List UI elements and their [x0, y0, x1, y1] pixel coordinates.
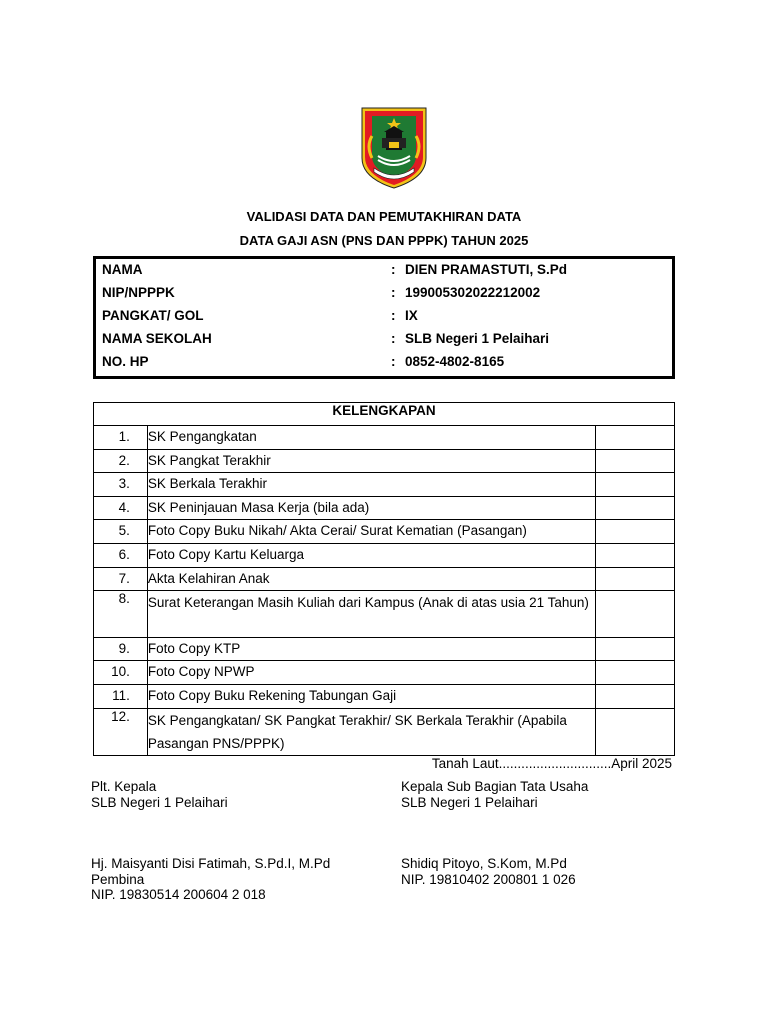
item-check-cell[interactable]	[596, 496, 675, 520]
kelengkapan-header: KELENGKAPAN	[94, 403, 675, 426]
signature-left-name-block	[91, 856, 330, 903]
item-number: 1.	[94, 426, 148, 450]
identity-box	[93, 256, 675, 379]
item-number: 12.	[94, 708, 148, 755]
identity-colon: :	[391, 354, 396, 369]
item-text: SK Pengangkatan/ SK Pangkat Terakhir/ SK Berkala Terakhir (Apabila Pasangan PNS/PPPK)	[147, 708, 595, 755]
identity-value: SLB Negeri 1 Pelaihari	[405, 331, 550, 346]
table-row	[94, 543, 675, 567]
table-row	[94, 426, 675, 450]
signature-right	[401, 779, 588, 810]
item-number: 7.	[94, 567, 148, 591]
identity-row-nama	[102, 262, 668, 282]
regency-emblem-logo	[360, 106, 428, 190]
item-text: Foto Copy NPWP	[147, 661, 595, 685]
item-number: 8.	[94, 591, 148, 638]
signer-nip: NIP. 19830514 200604 2 018	[91, 887, 266, 902]
item-number: 3.	[94, 473, 148, 497]
item-number: 9.	[94, 637, 148, 661]
identity-colon: :	[391, 331, 396, 346]
document-title: VALIDASI DATA DAN PEMUTAKHIRAN DATA	[246, 209, 522, 224]
signer-role: Plt. Kepala	[91, 779, 157, 794]
signature-right-name-block	[401, 856, 576, 887]
item-check-cell[interactable]	[596, 637, 675, 661]
identity-label: NAMA	[102, 262, 143, 277]
identity-colon: :	[391, 262, 396, 277]
signature-left	[91, 779, 228, 810]
identity-value: DIEN PRAMASTUTI, S.Pd	[405, 262, 568, 277]
item-number: 6.	[94, 543, 148, 567]
item-text: Foto Copy Kartu Keluarga	[147, 543, 595, 567]
signer-role: Kepala Sub Bagian Tata Usaha	[401, 779, 589, 794]
table-row	[94, 684, 675, 708]
signer-name: Shidiq Pitoyo, S.Kom, M.Pd	[401, 856, 567, 871]
table-row	[94, 520, 675, 544]
place-date: Tanah Laut..............................April 2025	[431, 756, 672, 771]
table-row	[94, 473, 675, 497]
item-text: SK Peninjauan Masa Kerja (bila ada)	[147, 496, 595, 520]
identity-row-sekolah	[102, 331, 668, 351]
kelengkapan-table	[93, 402, 675, 756]
item-check-cell[interactable]	[596, 708, 675, 755]
table-row	[94, 449, 675, 473]
signer-unit: SLB Negeri 1 Pelaihari	[91, 794, 228, 810]
item-check-cell[interactable]	[596, 591, 675, 638]
identity-label: NO. HP	[102, 354, 149, 369]
identity-label: PANGKAT/ GOL	[102, 308, 204, 323]
signer-unit: SLB Negeri 1 Pelaihari	[401, 794, 538, 810]
item-text: SK Pangkat Terakhir	[147, 449, 595, 473]
identity-colon: :	[391, 285, 396, 300]
item-check-cell[interactable]	[596, 473, 675, 497]
table-row	[94, 637, 675, 661]
signer-name: Hj. Maisyanti Disi Fatimah, S.Pd.I, M.Pd	[91, 856, 331, 871]
table-row	[94, 591, 675, 638]
item-text: Foto Copy Buku Nikah/ Akta Cerai/ Surat Kematian (Pasangan)	[147, 520, 595, 544]
item-text: Foto Copy KTP	[147, 637, 595, 661]
signer-rank: Pembina	[91, 871, 145, 887]
item-number: 11.	[94, 684, 148, 708]
identity-row-pangkat	[102, 308, 668, 328]
item-check-cell[interactable]	[596, 661, 675, 685]
identity-value: IX	[405, 308, 418, 323]
item-check-cell[interactable]	[596, 449, 675, 473]
item-text: Foto Copy Buku Rekening Tabungan Gaji	[147, 684, 595, 708]
item-number: 2.	[94, 449, 148, 473]
item-check-cell[interactable]	[596, 543, 675, 567]
item-check-cell[interactable]	[596, 684, 675, 708]
item-number: 10.	[94, 661, 148, 685]
signer-nip: NIP. 19810402 200801 1 026	[401, 871, 576, 887]
table-row	[94, 661, 675, 685]
item-number: 5.	[94, 520, 148, 544]
document-subtitle: DATA GAJI ASN (PNS DAN PPPK) TAHUN 2025	[239, 233, 529, 248]
identity-label: NIP/NPPPK	[102, 285, 175, 300]
item-text: SK Berkala Terakhir	[147, 473, 595, 497]
item-text: Akta Kelahiran Anak	[147, 567, 595, 591]
table-row	[94, 567, 675, 591]
item-check-cell[interactable]	[596, 520, 675, 544]
item-text: SK Pengangkatan	[147, 426, 595, 450]
table-row	[94, 496, 675, 520]
identity-row-nip	[102, 285, 668, 305]
item-check-cell[interactable]	[596, 567, 675, 591]
identity-label: NAMA SEKOLAH	[102, 331, 212, 346]
table-row	[94, 708, 675, 755]
identity-value: 0852-4802-8165	[405, 354, 505, 369]
identity-colon: :	[391, 308, 396, 323]
item-text: Surat Keterangan Masih Kuliah dari Kampus (Anak di atas usia 21 Tahun)	[147, 591, 595, 638]
identity-row-hp	[102, 354, 668, 374]
identity-value: 199005302022212002	[405, 285, 541, 300]
item-number: 4.	[94, 496, 148, 520]
item-check-cell[interactable]	[596, 426, 675, 450]
